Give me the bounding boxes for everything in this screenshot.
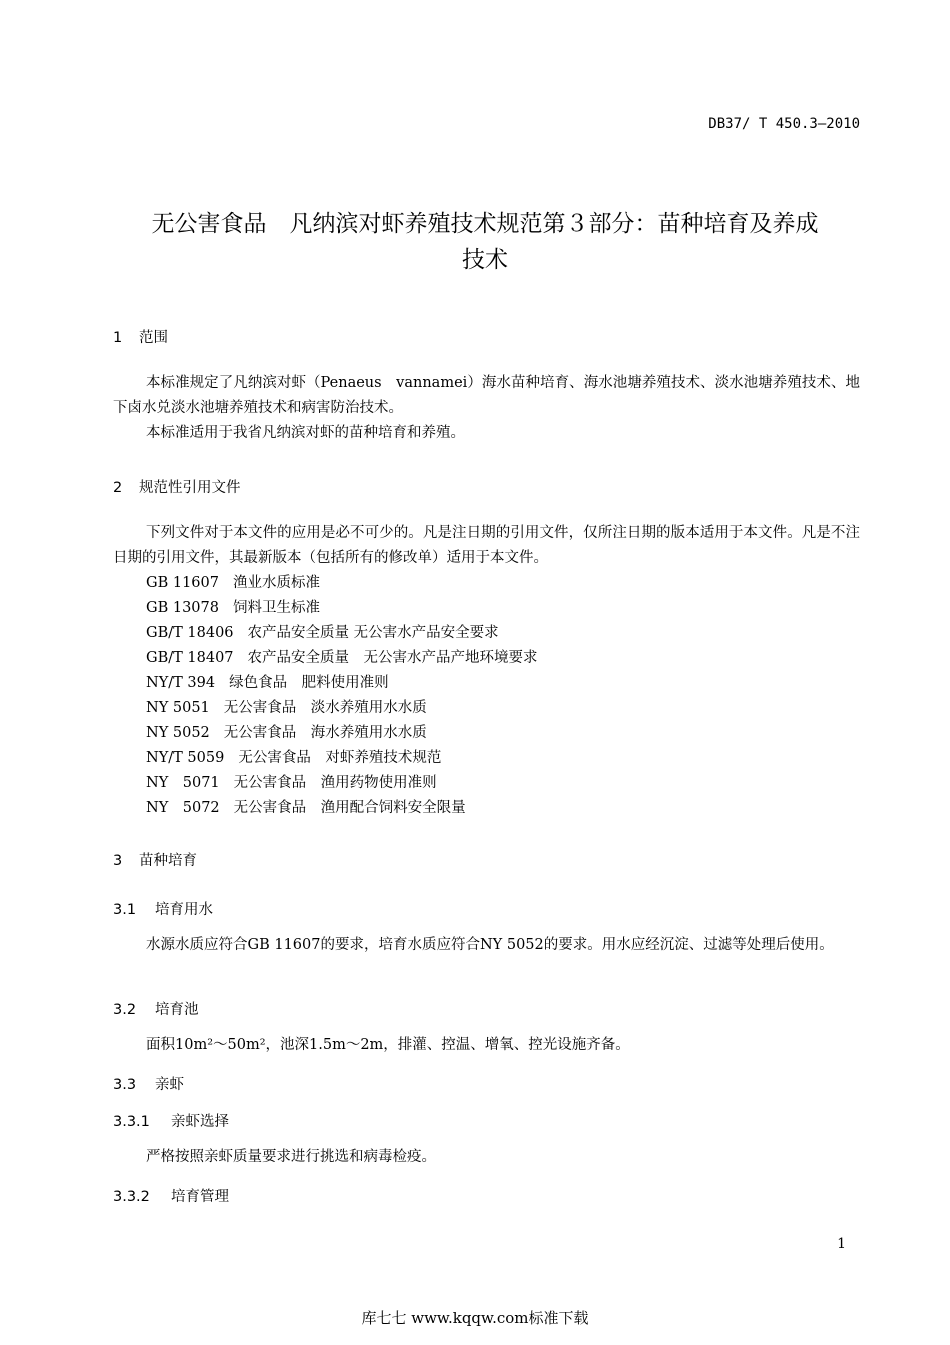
footer-watermark: 库七七 www.kqqw.com标准下载	[361, 1309, 589, 1327]
section-title: 培育池	[155, 1002, 199, 1018]
section-number: 3.1	[113, 902, 137, 918]
standard-code: DB37/ T 450.3—2010	[708, 116, 860, 132]
section-3-1-heading	[113, 898, 213, 919]
reference-item	[146, 671, 389, 696]
reference-title: 农产品安全质量 无公害水产品产地环境要求	[247, 650, 538, 666]
page-number: 1	[837, 1236, 846, 1252]
reference-code: NY 5071	[146, 775, 220, 791]
reference-title: 饲料卫生标准	[232, 600, 320, 616]
reference-title: 无公害食品 渔用配合饲料安全限量	[233, 800, 466, 816]
reference-title: 农产品安全质量 无公害水产品安全要求	[247, 625, 499, 641]
reference-code: GB 13078	[146, 600, 219, 616]
section-3-heading	[113, 849, 197, 870]
reference-item	[146, 796, 466, 821]
reference-item	[146, 621, 499, 646]
reference-title: 无公害食品 淡水养殖用水水质	[223, 700, 427, 716]
reference-code: NY 5052	[146, 725, 210, 741]
section-1-heading	[113, 326, 168, 347]
reference-item	[146, 646, 538, 671]
section-title: 苗种培育	[139, 853, 197, 869]
section-title: 范围	[139, 330, 168, 346]
reference-code: NY 5051	[146, 700, 210, 716]
section-3-1-paragraph: 水源水质应符合GB 11607的要求，培育水质应符合NY 5052的要求。用水应经沉淀、过滤等处理后使用。	[146, 937, 834, 953]
section-title: 培育用水	[155, 902, 213, 918]
section-number: 3	[113, 853, 123, 869]
reference-code: GB/T 18407	[146, 650, 234, 666]
reference-code: GB 11607	[146, 575, 219, 591]
document-title	[100, 206, 870, 278]
reference-item	[146, 771, 437, 796]
reference-title: 渔业水质标准	[232, 575, 320, 591]
section-title: 亲虾选择	[171, 1114, 229, 1130]
reference-item	[146, 571, 320, 596]
section-title: 亲虾	[155, 1077, 184, 1093]
section-3-3-1-paragraph: 严格按照亲虾质量要求进行挑选和病毒检疫。	[146, 1149, 436, 1165]
reference-item	[146, 596, 320, 621]
reference-code: NY/T 394	[146, 675, 216, 691]
section-title: 规范性引用文件	[139, 480, 241, 496]
reference-title: 无公害食品 海水养殖用水水质	[223, 725, 427, 741]
section-number: 3.2	[113, 1002, 137, 1018]
section-3-3-2-heading	[113, 1185, 229, 1206]
section-3-3-heading	[113, 1073, 184, 1094]
title-line-2: 技术	[462, 247, 508, 273]
section-number: 2	[113, 480, 123, 496]
section-3-2-paragraph: 面积10m²～50m²，池深1.5m～2m，排灌、控温、增氧、控光设施齐备。	[146, 1037, 630, 1053]
section-3-2-heading	[113, 998, 199, 1019]
title-line-1: 无公害食品 凡纳滨对虾养殖技术规范第３部分：苗种培育及养成	[151, 211, 819, 237]
reference-item	[146, 721, 427, 746]
section-1-paragraph-1: 本标准规定了凡纳滨对虾（Penaeus vannamei）海水苗种培育、海水池塘养殖技术、淡水池塘养殖技术、地下卤水兑淡水池塘养殖技术和病害防治技术。	[113, 375, 860, 416]
section-2-paragraph-1: 下列文件对于本文件的应用是必不可少的。凡是注日期的引用文件，仅所注日期的版本适用于本文件。凡是不注日期的引用文件，其最新版本（包括所有的修改单）适用于本文件。	[113, 525, 860, 566]
reference-code: NY 5072	[146, 800, 220, 816]
section-2-heading	[113, 476, 241, 497]
section-number: 3.3.1	[113, 1114, 150, 1130]
section-1-paragraph-2: 本标准适用于我省凡纳滨对虾的苗种培育和养殖。	[146, 425, 465, 441]
reference-code: NY/T 5059	[146, 750, 225, 766]
reference-item	[146, 746, 441, 771]
section-3-3-1-heading	[113, 1110, 229, 1131]
section-number: 3.3.2	[113, 1189, 150, 1205]
reference-title: 无公害食品 对虾养殖技术规范	[238, 750, 442, 766]
reference-title: 无公害食品 渔用药物使用准则	[233, 775, 437, 791]
section-number: 3.3	[113, 1077, 137, 1093]
reference-title: 绿色食品 肥料使用准则	[229, 675, 389, 691]
section-number: 1	[113, 330, 123, 346]
reference-code: GB/T 18406	[146, 625, 234, 641]
reference-item	[146, 696, 427, 721]
section-title: 培育管理	[171, 1189, 229, 1205]
